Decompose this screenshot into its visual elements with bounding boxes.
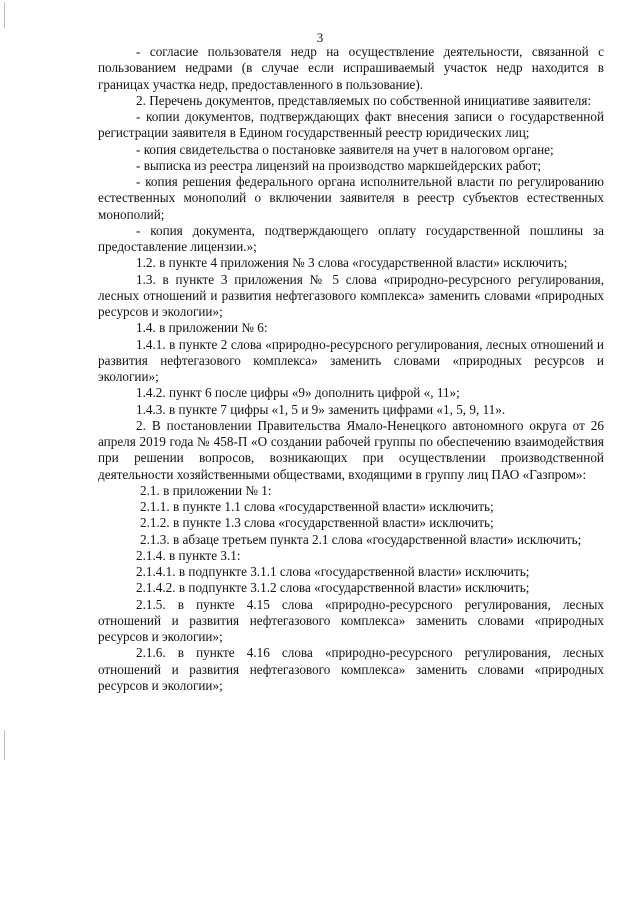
paragraph: 1.2. в пункте 4 приложения № 3 слова «государственной власти» исключить; [136,255,568,271]
paragraph: 1.4. в приложении № 6: [136,320,268,336]
paragraph: 2.1.5. в пункте 4.15 слова «природно-ресурсного регулирования, лесных отношений и развития нефтегазового комплекса» заменить словами «природных ресурсов и экологии»; [98,596,604,644]
paragraph: 2.1.3. в абзаце третьем пункта 2.1 слова «государственной власти» исключить; [140,531,582,547]
paragraph: 2.1.4. в пункте 3.1: [136,547,241,563]
paragraph: 2.1.4.1. в подпункте 3.1.1 слова «государственной власти» исключить; [136,564,530,579]
paragraph: 1.4.3. в пункте 7 цифры «1, 5 и 9» заменить цифрами «1, 5, 9, 11». [136,401,506,417]
paragraph: - копия решения федерального органа исполнительной власти по регулированию естественных монополий о включении заявителя в реестр субъектов естественных монополий; [98,174,604,222]
paragraph: 1.3. в пункте 3 приложения № 5 слова «природно-ресурсного регулирования, лесных отношений и развития нефтегазового комплекса» заменить словами «природных ресурсов и экологии»; [98,271,604,319]
paragraph: 2. В постановлении Правительства Ямало-Ненецкого автономного округа от 26 апреля 2019 года № 458-П «О создании рабочей группы по обеспечению взаимодействия при решении вопросов, возникающих при осуществлении производственной деятельности хозяйственными обществами, входящими в группу лиц ПАО «Газпром»: [98,417,604,482]
paragraph: 1.4.1. в пункте 2 слова «природно-ресурсного регулирования, лесных отношений и развития нефтегазового комплекса» заменить словами «природных ресурсов и экологии»; [98,336,604,384]
paragraph: - согласие пользователя недр на осуществление деятельности, связанной с пользованием недрами (в случае если испрашиваемый участок недр находится в границах участка недр, предоставленного в пользование). [98,44,604,92]
paragraph: - копии документов, подтверждающих факт внесения записи о государственной регистрации заявителя в Едином государственный реестр юридических лиц; [98,109,604,141]
paragraph: 2.1.6. в пункте 4.16 слова «природно-ресурсного регулирования, лесных отношений и развития нефтегазового комплекса» заменить словами «природных ресурсов и экологии»; [98,645,604,693]
paragraph: - выписка из реестра лицензий на производство маркшейдерских работ; [136,157,542,173]
paragraph: 2. Перечень документов, представляемых по собственной инициативе заявителя: [136,92,592,108]
scan-edge-mark-bottom [4,730,5,760]
paragraph: 1.4.2. пункт 6 после цифры «9» дополнить цифрой «, 11»; [136,385,460,401]
paragraph: 2.1. в приложении № 1: [140,482,272,498]
scan-edge-mark-top [4,2,5,28]
paragraph: - копия документа, подтверждающего оплату государственной пошлины за предоставление лицензии.»; [98,222,604,254]
paragraph: 2.1.1. в пункте 1.1 слова «государственной власти» исключить; [140,499,494,514]
document-body [98,44,604,694]
paragraph: 2.1.2. в пункте 1.3 слова «государственной власти» исключить; [140,515,494,531]
paragraph: - копия свидетельства о постановке заявителя на учет в налоговом органе; [136,141,554,157]
page-number: 3 [316,30,324,45]
paragraph: 2.1.4.2. в подпункте 3.1.2 слова «государственной власти» исключить; [136,580,530,596]
